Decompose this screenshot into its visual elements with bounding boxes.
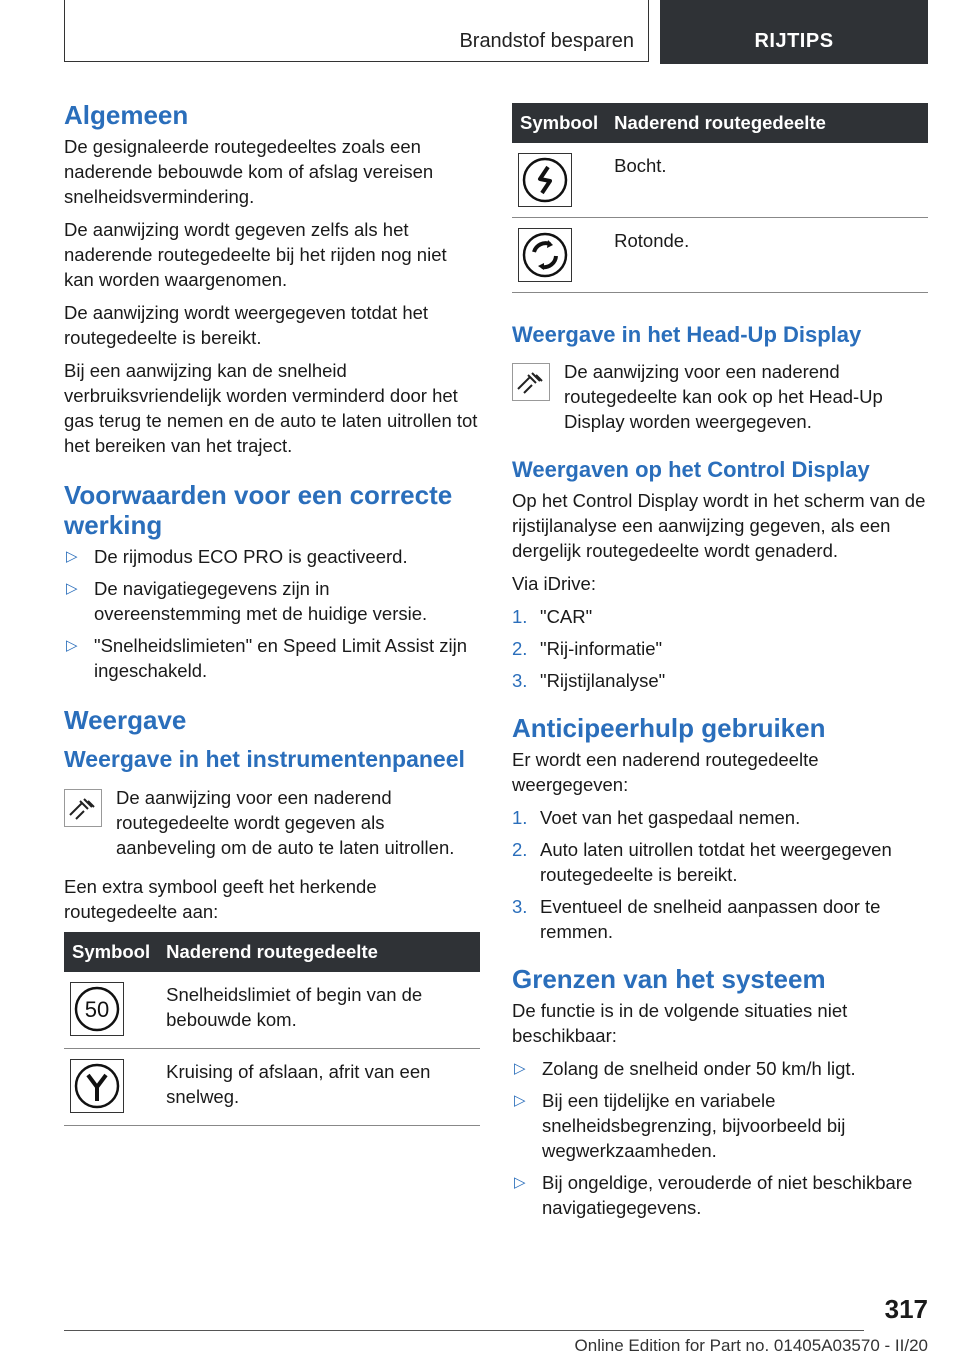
- paragraph: Bij een aanwijzing kan de snelheid verbruiksvriendelijk worden verminderd door het gas terug te nemen en de auto te laten uitrollen tot het bereiken van het traject.: [64, 360, 478, 456]
- chapter-title: RIJTIPS: [754, 30, 834, 52]
- triangle-bullet-icon: ▷: [66, 548, 78, 565]
- table-row: [64, 1049, 480, 1126]
- heading-anticipeerhulp: Anticipeerhulp gebruiken: [512, 713, 826, 743]
- triangle-bullet-icon: ▷: [66, 580, 78, 597]
- note-hand-icon: [64, 789, 102, 827]
- note-block: [64, 785, 480, 860]
- list-item: 3. "Rijstijlanalyse": [512, 670, 666, 691]
- edition-text: Online Edition for Part no. 01405A03570 - II/20: [574, 1336, 928, 1355]
- paragraph: Een extra symbool geeft het herkende routegedeelte aan:: [64, 876, 377, 922]
- heading-hud: Weergave in het Head-Up Display: [512, 322, 862, 347]
- note-text: De aanwijzing voor een naderend routegedeelte wordt gegeven als aanbeveling om de auto te laten uitrollen.: [116, 787, 455, 858]
- table-cell: Rotonde.: [606, 218, 928, 293]
- svg-text:50: 50: [84, 997, 110, 1022]
- heading-control-display: Weergaven op het Control Display: [512, 457, 870, 482]
- page-number: 317: [884, 1294, 928, 1324]
- table-row: [64, 972, 480, 1049]
- list-item: 3. Eventueel de snelheid aanpassen door te remmen.: [512, 896, 881, 942]
- section-tab: [64, 0, 649, 62]
- table-row: [512, 218, 928, 293]
- paragraph: Via iDrive:: [512, 573, 596, 594]
- paragraph: De aanwijzing wordt weergegeven totdat het routegedeelte is bereikt.: [64, 302, 429, 348]
- symbol-table: [512, 103, 928, 293]
- table-header-symbol: Symbool: [64, 932, 158, 972]
- table-header-route: Naderend routegedeelte: [158, 932, 480, 972]
- roundabout-icon: [518, 228, 572, 282]
- curve-icon: [518, 153, 572, 207]
- list-item: ▷ Zolang de snelheid onder 50 km/h ligt.: [514, 1058, 856, 1079]
- table-header-symbol: Symbool: [512, 103, 606, 143]
- section-title: Brandstof besparen: [459, 30, 634, 52]
- symbol-table: [64, 932, 480, 1126]
- list-item: 1. Voet van het gaspedaal nemen.: [512, 807, 801, 828]
- note-block: [512, 359, 928, 434]
- right-column: [512, 103, 928, 1228]
- page-header: [64, 0, 928, 64]
- triangle-bullet-icon: ▷: [514, 1092, 526, 1109]
- heading-weergave: Weergave: [64, 705, 187, 735]
- list-item: ▷ De rijmodus ECO PRO is geactiveerd.: [66, 546, 408, 567]
- heading-voorwaarden: Voorwaarden voor een correcte werking: [64, 480, 453, 540]
- list-item: ▷ "Snelheidslimieten" en Speed Limit Assist zijn ingeschakeld.: [66, 635, 468, 681]
- heading-grenzen: Grenzen van het systeem: [512, 964, 826, 994]
- numbered-list: [512, 604, 928, 693]
- paragraph: Er wordt een naderend routegedeelte weergegeven:: [512, 749, 819, 795]
- bullet-list: [64, 544, 480, 683]
- triangle-bullet-icon: ▷: [514, 1060, 526, 1077]
- note-hand-icon: [512, 363, 550, 401]
- speed-limit-50-icon: [70, 982, 124, 1036]
- heading-algemeen: Algemeen: [64, 100, 189, 130]
- list-item: 2. "Rij-informatie": [512, 638, 663, 659]
- table-row: [512, 143, 928, 218]
- table-cell: Bocht.: [606, 143, 928, 218]
- table-cell: Kruising of afslaan, afrit van een snelweg.: [158, 1049, 480, 1126]
- chapter-tab: [660, 0, 928, 64]
- list-item: ▷ Bij ongeldige, verouderde of niet beschikbare navigatiegegevens.: [514, 1172, 913, 1218]
- triangle-bullet-icon: ▷: [514, 1174, 526, 1191]
- bullet-list: [512, 1056, 928, 1220]
- left-column: [64, 100, 480, 1126]
- paragraph: De functie is in de volgende situaties niet beschikbaar:: [512, 1000, 848, 1046]
- paragraph: De aanwijzing wordt gegeven zelfs als het naderende routegedeelte bij het rijden nog niet kan worden waargenomen.: [64, 219, 447, 290]
- list-item: 1. "CAR": [512, 606, 593, 627]
- table-cell: Snelheidslimiet of begin van de bebouwde kom.: [158, 972, 480, 1049]
- list-item: ▷ De navigatiegegevens zijn in overeenstemming met de huidige versie.: [66, 578, 428, 624]
- triangle-bullet-icon: ▷: [66, 637, 78, 654]
- heading-instrumentenpaneel: Weergave in het instrumentenpaneel: [64, 746, 465, 772]
- paragraph: Op het Control Display wordt in het scherm van de rijstijlanalyse een aanwijzing gegeven, als een dergelijk routegedeelte wordt genaderd.: [512, 490, 926, 561]
- note-text: De aanwijzing voor een naderend routegedeelte kan ook op het Head-Up Display worden weergegeven.: [564, 361, 883, 432]
- junction-icon: [70, 1059, 124, 1113]
- list-item: 2. Auto laten uitrollen totdat het weergegeven routegedeelte is bereikt.: [512, 839, 892, 885]
- paragraph: De gesignaleerde routegedeeltes zoals een naderende bebouwde kom of afslag vereisen snelheidsvermindering.: [64, 136, 434, 207]
- table-header-route: Naderend routegedeelte: [606, 103, 928, 143]
- footer-divider: [64, 1330, 864, 1331]
- list-item: ▷ Bij een tijdelijke en variabele snelheidsbegrenzing, bijvoorbeeld bij wegwerkzaamheden.: [514, 1090, 846, 1161]
- numbered-list: [512, 805, 928, 944]
